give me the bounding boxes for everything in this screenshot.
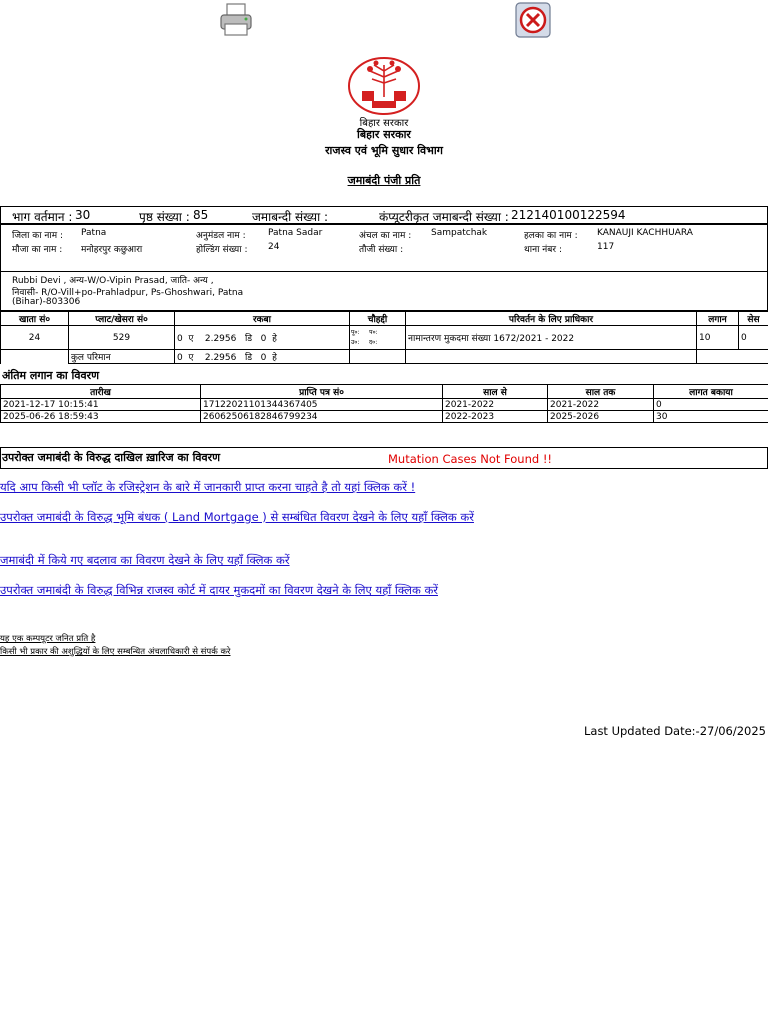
computer-generated-note: यह एक कम्पयूटर जनित प्रति है: [0, 634, 96, 644]
close-button[interactable]: [515, 2, 551, 38]
subdivision-label: अनुमंडल नाम :: [196, 231, 246, 241]
owner-line-1: Rubbi Devi , अन्य-W/O-Vipin Prasad, जाति- अन्य ,: [12, 276, 214, 286]
header-date: तारीख: [1, 385, 201, 399]
computerized-label: कंप्यूटरीकृत जमाबन्दी संख्या :: [379, 210, 509, 224]
page-title: जमाबंदी पंजी प्रति: [347, 174, 421, 187]
header-year-from: साल से: [443, 385, 548, 399]
total-row: [1, 350, 768, 364]
header-dues: लागत बकाया: [654, 385, 768, 399]
govt-name: बिहार सरकार: [357, 128, 411, 141]
table-row: [1, 326, 768, 350]
land-table: [0, 311, 768, 364]
authority-cell: नामान्तरण मुकदमा संख्या 1672/2021 - 2022: [406, 326, 697, 350]
summary-bar: [0, 206, 768, 224]
department-name: राजस्व एवं भूमि सुधार विभाग: [325, 144, 443, 157]
mutation-label: उपरोक्त जमाबंदी के विरुद्ध दाखिल ख़ारिज का विवरण: [2, 451, 221, 464]
mutation-box: [0, 447, 768, 469]
halka-value: KANAUJI KACHHUARA: [597, 228, 693, 238]
payment-dues: 0: [654, 399, 768, 411]
contact-note: किसी भी प्रकार की अशुद्धियों के लिए सम्बन्धित अंचलाधिकारी से संपर्क करे: [0, 647, 231, 657]
halka-label: हलका का नाम :: [524, 231, 578, 241]
payment-year-from: 2022-2023: [443, 411, 548, 423]
rakba-cell: 0 ए 2.2956 डि 0 हे: [175, 326, 350, 350]
total-empty-4: [739, 350, 768, 364]
lagan-cell: 10: [697, 326, 739, 350]
govt-small-label: बिहार सरकार: [359, 118, 409, 129]
total-empty-2: [406, 350, 697, 364]
bihar-emblem-icon: [348, 57, 420, 115]
jamabandi-label: जमाबन्दी संख्या :: [252, 210, 329, 224]
total-empty-3: [697, 350, 739, 364]
header-khata: खाता सं०: [1, 312, 69, 326]
page-value: 85: [193, 208, 209, 222]
total-label: कुल परिमान: [69, 350, 175, 364]
court-cases-link[interactable]: उपरोक्त जमाबंदी के विरुद्ध विभिन्न राजस्व कोर्ट में दायर मुकदमों का विवरण देखने के लिए यहाँ क्लिक करें: [0, 583, 438, 597]
district-label: जिला का नाम :: [12, 231, 64, 241]
circle-label: अंचल का नाम :: [359, 231, 412, 241]
owner-block: [0, 271, 768, 311]
header-authority: परिवर्तन के लिए प्राधिकार: [406, 312, 697, 326]
close-icon: [515, 2, 551, 38]
payment-table-header: [1, 385, 768, 399]
table-row: [1, 411, 768, 423]
location-block: [0, 224, 768, 272]
bhag-label: भाग वर्तमान :: [12, 210, 73, 224]
header-chauhaddi: चौहद्दी: [350, 312, 406, 326]
payment-year-from: 2021-2022: [443, 399, 548, 411]
owner-line-2: निवासी- R/O-Vill+po-Prahladpur, Ps-Ghoshwari, Patna: [12, 288, 244, 298]
table-row: [1, 399, 768, 411]
subdivision-value: Patna Sadar: [268, 228, 323, 238]
chauhaddi-north: उ०:: [351, 338, 360, 346]
mauza-label: मौजा का नाम :: [12, 245, 63, 255]
printer-icon: [218, 2, 254, 38]
chauhaddi-west: प०:: [369, 328, 378, 336]
total-rakba: 0 ए 2.2956 डि 0 हे: [175, 350, 350, 364]
holding-label: होल्डिंग संख्या :: [196, 245, 248, 255]
bhag-value: 30: [75, 208, 91, 222]
chauhaddi-east: पू०:: [351, 328, 360, 336]
changes-link[interactable]: जमाबंदी में किये गए बदलाव का विवरण देखने के लिए यहाँ क्लिक करें: [0, 553, 290, 567]
khata-cell: 24: [1, 326, 69, 350]
total-spacer: [1, 350, 69, 364]
payment-receipt: 26062506182846799234: [201, 411, 443, 423]
payment-receipt: 17122021101344367405: [201, 399, 443, 411]
mauza-value: मनोहरपुर कछुआरा: [81, 245, 143, 255]
registration-link[interactable]: यदि आप किसी भी प्लॉट के रजिस्ट्रेशन के बारे में जानकारी प्राप्त करना चाहते है तो यहां क्लिक करें !: [0, 480, 416, 494]
holding-value: 24: [268, 242, 280, 252]
owner-line-3: (Bihar)-803306: [12, 297, 81, 307]
payment-year-to: 2025-2026: [548, 411, 654, 423]
header-rakba: रकबा: [175, 312, 350, 326]
chauhaddi-south: द०:: [368, 338, 378, 346]
computerized-value: 212140100122594: [511, 208, 626, 222]
header-plot: प्लाट/खेसरा सं०: [69, 312, 175, 326]
payment-date: 2025-06-26 18:59:43: [1, 411, 201, 423]
thana-value: 117: [597, 242, 615, 252]
page-label: पृष्ठ संख्या :: [139, 210, 190, 224]
print-button[interactable]: [218, 2, 254, 38]
payment-date: 2021-12-17 10:15:41: [1, 399, 201, 411]
tauzi-label: तौजी संख्या :: [359, 245, 404, 255]
circle-value: Sampatchak: [431, 228, 488, 238]
district-value: Patna: [81, 228, 107, 238]
payment-year-to: 2021-2022: [548, 399, 654, 411]
header-ses: सेस: [739, 312, 768, 326]
payment-heading: अंतिम लगान का विवरण: [2, 369, 100, 382]
chauhaddi-cell: [350, 326, 406, 350]
header-year-to: साल तक: [548, 385, 654, 399]
thana-label: थाना नंबर :: [524, 245, 562, 255]
mutation-status: Mutation Cases Not Found !!: [388, 452, 553, 466]
ses-cell: 0: [739, 326, 768, 350]
last-updated: Last Updated Date:-27/06/2025: [583, 724, 766, 738]
payment-dues: 30: [654, 411, 768, 423]
header-receipt: प्राप्ति पत्र सं०: [201, 385, 443, 399]
header-lagan: लगान: [697, 312, 739, 326]
total-empty-1: [350, 350, 406, 364]
plot-cell: 529: [69, 326, 175, 350]
land-table-header: [1, 312, 768, 326]
payment-table: [0, 384, 768, 423]
mortgage-link[interactable]: उपरोक्त जमाबंदी के विरुद्ध भूमि बंधक ( Land Mortgage ) से सम्बंधित विवरण देखने के लिए यहाँ क्लिक करें: [0, 510, 474, 524]
